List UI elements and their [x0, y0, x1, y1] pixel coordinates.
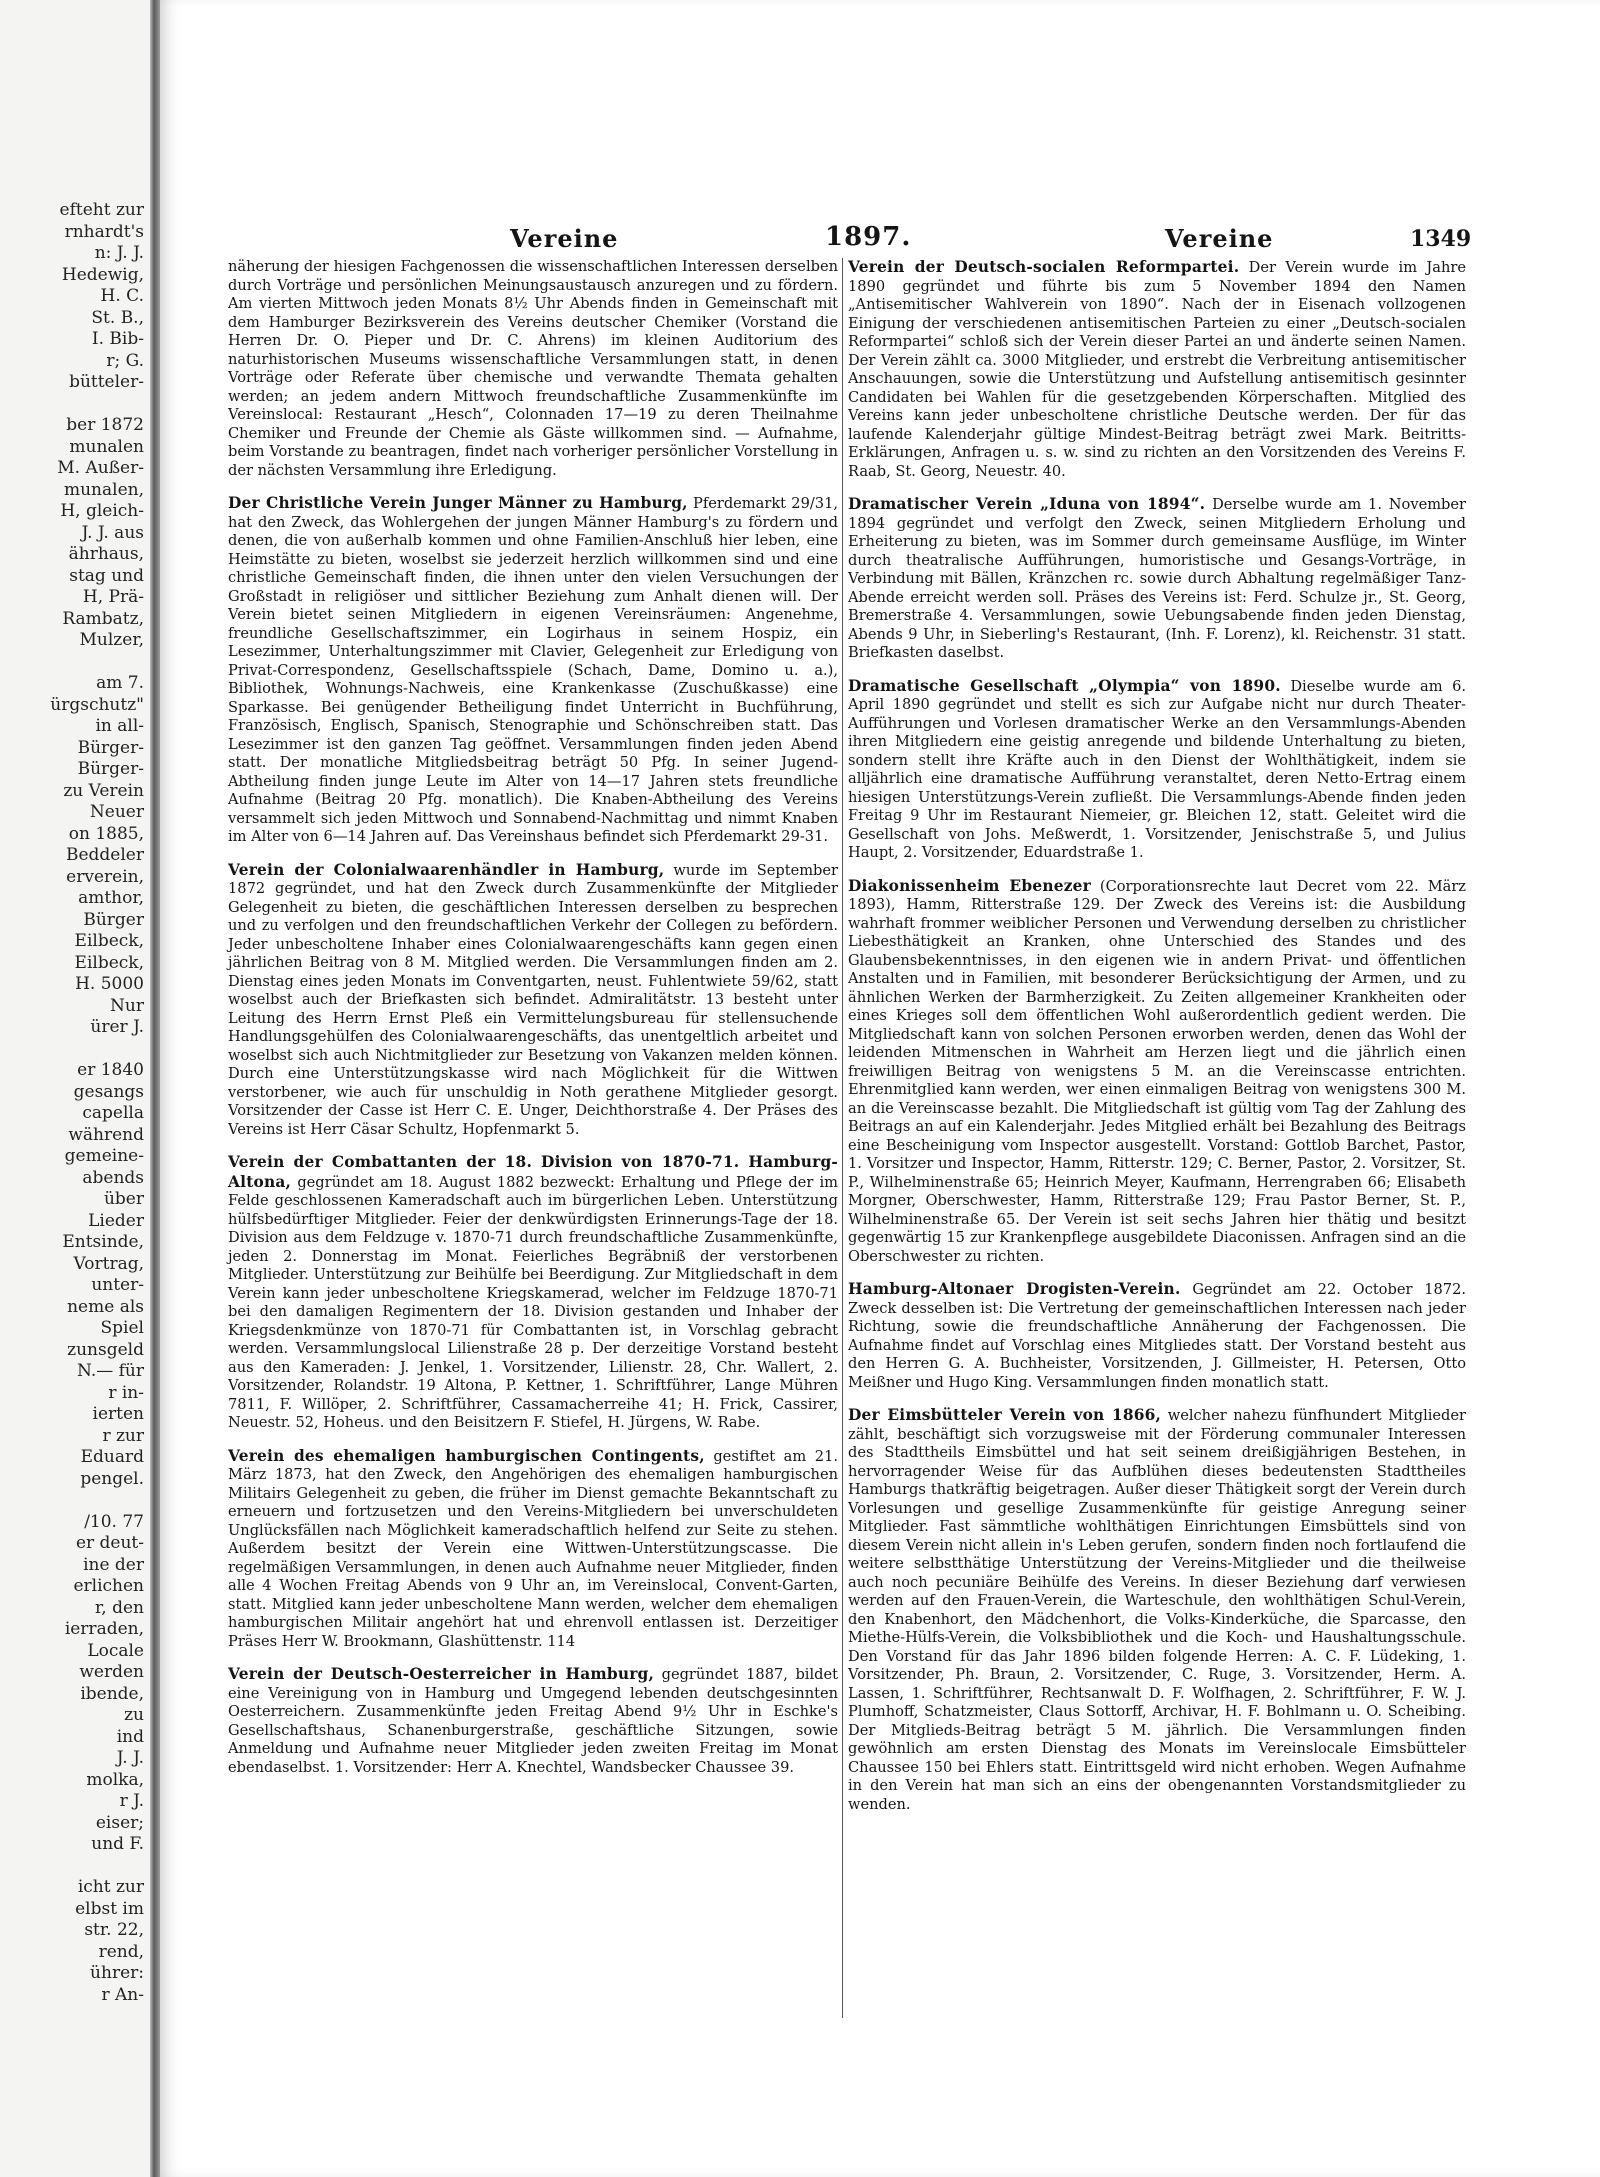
header-right-title: Vereine	[1165, 224, 1274, 253]
right-column	[848, 258, 1466, 1828]
header-left-title: Vereine	[510, 224, 619, 253]
margin-line: er 1840	[77, 1060, 144, 1080]
entry-text: (Corporationsrechte laut Decret vom 22. März 1893), Hamm, Ritterstraße 129. Der Zweck des Vereins ist: die Ausbildung wahrhaft frommer weiblicher Personen und Verwendung derselben zu christlicher Liebesthätigkeit an Kranken, ohne Unterschied des Standes und des Glaubensbekenntnisses, in den eigenen wie in andern Privat- und öffentlichen Anstalten und in Familien, mit besonderer Berücksichtigung der Armen, und zu ähnlichen Werken der Barmherzigkeit. Zu Zeiten allgemeiner Krankheiten oder eines Krieges soll dem öffentlichen Wohl außerordentlich gedient werden. Die Mitgliedschaft kann von solchen Personen erworben werden, denen das Wohl der leidenden Mitmenschen in Wahrheit am Herzen liegt und die jährlich einen freiwilligen Beitrag von wenigstens 5 M. an die Vereinscasse entrichten. Ehrenmitglied kann werden, wer einen einmaligen Beitrag von wenigstens 300 M. an die Vereinscasse bezahlt. Die Mitgliedschaft ist gültig vom Tag der Zahlung des Beitrags an auf ein Kalenderjahr. Jedes Mitglied erhält bei Bezahlung des Beitrags eine Bescheinigung vom Inspector ausgestellt. Vorstand: Gottlob Barchet, Pastor, 1. Vorsitzer und Inspector, Hamm, Ritterstr. 129; C. Berner, Pastor, 2. Vorsitzer, St. P., Wilhelminenstraße 65; Heinrich Meyer, Kaufmann, Herrengraben 66; Elisabeth Morgner, Oberschwester, Hamm, Ritterstraße 129; Frau Pastor Berner, St. P., Wilhelminenstraße 65. Der Verein ist seit sechs Jahren hier thätig und besitzt gegenwärtig 15 zur Krankenpflege ausgebildete Diaconissen. Anfragen sind an die Oberschwester zu richten.	[848, 877, 1467, 1265]
margin-line	[0, 652, 150, 674]
society-entry	[228, 1665, 838, 1777]
margin-line	[0, 1490, 150, 1512]
margin-line: über	[103, 1189, 144, 1209]
page	[160, 0, 1600, 2177]
margin-line: Entsinde,	[62, 1232, 144, 1252]
entry-text: Gegründet am 22. October 1872. Zweck desselben ist: Die Vertretung der gemeinschaftlichen Interessen nach jeder Richtung, sowie die freundschaftliche Annäherung der Fachgenossen. Die Aufnahme findet auf Vorschlag eines Mitgliedes statt. Der Vorstand besteht aus den Herren G. A. Buchheister, Vorsitzenden, J. Gillmeister, H. Petersen, Otto Meißner und Hugo King. Versammlungen finden monatlich statt.	[848, 1281, 1466, 1391]
previous-page-strip	[0, 0, 150, 2177]
margin-line: in all-	[95, 716, 144, 736]
margin-line: N.— für	[77, 1361, 144, 1381]
margin-line: und F.	[91, 1834, 144, 1854]
margin-line: r An-	[101, 1984, 144, 2005]
margin-line: molka,	[86, 1769, 144, 1790]
previous-page-text	[0, 200, 150, 2006]
society-entry	[848, 258, 1466, 481]
margin-line: zu Verein	[63, 780, 144, 801]
margin-line: r, den	[95, 1597, 144, 1618]
entry-title: Verein der Combattanten der 18. Division von 1870-71. Hamburg-Altona,	[228, 1153, 838, 1191]
entry-text: gegründet am 18. August 1882 bezweckt: Erhaltung und Pflege der im Felde geschlossenen Kameradschaft auch im bürgerlichen Leben. Unterstützung hülfsbedürftiger Mitglieder. Feier der denkwürdigsten Erinnerungs-Tage der 18. Division aus dem Feldzuge v. 1870-71 durch freundschaftliche Zusammenkünfte, jeden 2. Donnerstag im Monat. Feierliches Begräbniß der verstorbenen Mitglieder. Unterstützung zur Beihülfe bei Beerdigung. Zur Mitgliedschaft in dem Verein kann jeder unbescholtene Kriegskamerad, welcher im Feldzuge 1870-71 bei den damaligen Regimentern der 18. Division gestanden und Inhaber der Kriegsdenkmünze von 1870-71 für Combattanten ist, in Vorschlag gebracht werden. Versammlungslocal Lilienstraße 28 p. Der derzeitige Vorstand besteht aus den Kameraden: J. Jenkel, 1. Vorsitzender, Lilienstr. 28, Chr. Wallert, 2. Vorsitzender, Rolandstr. 19 Altona, P. Kettner, 1. Schriftführer, Lange Mühren 7811, F. Willöper, 2. Schriftführer, Cassamacherreihe 41; H. Frick, Cassirer, Neuestr. 52, Hoheus. und den Beisitzern F. Stiefel, H. Jürgens, W. Rabe.	[228, 1173, 839, 1431]
column-divider	[842, 258, 843, 2018]
margin-line: gemeine-	[64, 1146, 144, 1166]
society-entry	[848, 877, 1466, 1267]
society-entry	[848, 1280, 1466, 1392]
margin-line: während	[68, 1124, 144, 1145]
margin-line	[0, 1039, 150, 1061]
margin-line: Spiel	[100, 1318, 144, 1338]
margin-line: Rambatz,	[62, 608, 144, 629]
margin-line: rnhardt's	[64, 221, 144, 242]
entry-text: Dieselbe wurde am 6. April 1890 gegründet und stellt es sich zur Aufgabe nicht nur durch Theater-Aufführungen und Vorlesen dramatischer Werke an den Versammlungs-Abenden ihren Mitgliedern eine geistig anregende und bildende Unterhaltung zu bieten, sondern stellt ihre Kräfte auch in den Dienst der Wohlthätigkeit, indem sie alljährlich eine dramatische Aufführung veranstaltet, deren Netto-Ertrag einem hiesigen Unterstützungs-Verein zufließt. Die Versammlungs-Abende finden jeden Freitag 9 Uhr im Restaurant Niemeier, gr. Bleichen 12, statt. Geleitet wird die Gesellschaft von Johs. Meßwerdt, 1. Vorsitzender, Jenischstraße 5, und Julius Haupt, 2. Vorsitzender, Eduardstraße 1.	[848, 677, 1466, 861]
margin-line: ierten	[92, 1404, 144, 1424]
margin-line: ierraden,	[64, 1619, 144, 1639]
margin-line: Locale	[87, 1640, 144, 1661]
margin-line: J. J. aus	[81, 522, 144, 543]
margin-line: rend,	[98, 1941, 144, 1962]
margin-line: Neuer	[89, 802, 144, 822]
margin-line: abends	[82, 1167, 144, 1188]
entry-text: näherung der hiesigen Fachgenossen die wissenschaftlichen Interessen derselben durch Vorträge und persönlichen Meinungsaustausch anzuregen und zu fördern. Am vierten Mittwoch jeden Monats 8½ Uhr Abends finden in Gemeinschaft mit dem Hamburger Bezirksverein des Vereins deutscher Chemiker (Vorstand die Herren Dr. O. Pieper und Dr. C. Ahrens) im kleinen Auditorium des naturhistorischen Museums wissenschaftliche Versammlungen statt, in denen Vorträge oder Referate über chemische und verwandte Themata gehalten werden; an jedem andern Mittwoch freundschaftliche Zusammenkünfte im Vereinslocal: Restaurant „Hesch“, Colonnaden 17—19 zu deren Theilnahme Chemiker und Freunde der Chemie als Gäste willkommen sind. — Aufnahme, beim Vorstande zu beantragen, findet nach vorheriger persönlicher Vorstellung in der nächsten Versammlung ihre Erledigung.	[228, 258, 838, 479]
society-entry	[228, 258, 838, 480]
margin-line: M. Außer-	[57, 458, 144, 478]
society-entry	[228, 1153, 838, 1433]
margin-line: efteht zur	[59, 200, 144, 220]
header-year: 1897.	[825, 222, 912, 252]
margin-line: eiser;	[95, 1812, 144, 1833]
margin-line: /10. 77	[84, 1511, 144, 1532]
book-gutter	[150, 0, 160, 2177]
margin-line: unter-	[91, 1275, 144, 1295]
margin-line: gesangs	[73, 1081, 144, 1102]
margin-line: munalen,	[63, 479, 144, 500]
margin-line: ind	[116, 1726, 144, 1747]
margin-line: er deut-	[75, 1533, 144, 1553]
margin-line: Hedewig,	[61, 264, 144, 285]
margin-line: ürgschutz"	[50, 694, 144, 715]
margin-line: Eilbeck,	[74, 931, 144, 951]
entry-text: gegründet 1887, bildet eine Vereinigung von in Hamburg und Umgegend lebenden deutschgesinnten Oesterreichern. Zusammenkünfte jeden Freitag Abend 9½ Uhr in Eschke's Gesellschaftshaus, Schanenburgerstraße, geschäftliche Sitzungen, sowie Anmeldung und Aufnahme neuer Mitglieder jeden zweiten Freitag im Monat ebendaselbst. 1. Vorsitzender: Herr A. Knechtel, Wandsbecker Chaussee 39.	[228, 1666, 838, 1776]
margin-line: erverein,	[66, 866, 144, 887]
entry-title: Der Eimsbütteler Verein von 1866,	[848, 1406, 1162, 1424]
margin-line: werden	[79, 1662, 144, 1682]
entry-title: Verein der Deutsch-socialen Reformpartei.	[848, 258, 1240, 276]
page-number: 1349	[1410, 226, 1472, 252]
margin-line: Beddeler	[65, 845, 144, 865]
margin-line: Bürger	[83, 909, 144, 930]
entry-title: Verein der Deutsch-Oesterreicher in Hamburg,	[228, 1665, 655, 1683]
entry-text: Der Verein wurde im Jahre 1890 gegründet und führte bis zum 5 November 1894 den Namen „Antisemitischer Wahlverein von 1890“. Nach der in Eisenach vollzogenen Einigung der verschiedenen antisemitischen Parteien zu einer „Deutsch-socialen Reformpartei“ schloß sich der Verein dieser Partei an und änderte seinen Namen. Der Verein zählt ca. 3000 Mitglieder, und erstrebt die Verbreitung antisemitischer Anschauungen, sowie die Unterstützung und Aufstellung antisemitisch gesinnter Candidaten bei Wahlen für die gesetzgebenden Körperschaften. Mitglied des Vereins kann jeder unbescholtene christliche Deutsche werden. Der für das laufende Kalenderjahr gültige Mindest-Beitrag beträgt zwei Mark. Beitritts-Erklärungen, Anfragen u. s. w. sind zu richten an den Vorsitzenden des Vereins F. Raab, St. Georg, Neuestr. 40.	[848, 259, 1466, 480]
margin-line: St. B.,	[91, 307, 144, 328]
entry-text: welcher nahezu fünfhundert Mitglieder zählt, beschäftigt sich vorzugsweise mit der Förderung communaler Interessen des Stadttheils Eimsbüttel und hat seit seinem dreißigjährigen Bestehen, in hervorragender Weise für das Aufblühen dieses bedeutensten Stadttheiles Hamburgs thatkräftig beigetragen. Außer dieser Thätigkeit sorgt der Verein durch Vorlesungen und gesellige Zusammenkünfte für geistige Anregung seiner Mitglieder. Fast sämmtliche wohlthätigen Einrichtungen Eimsbüttels sind von diesem Verein nicht allein in's Leben gerufen, sondern finden noch fortlaufend die weitere selbstthätige Unterstützung der Vereins-Mitglieder und die theilweise auch noch pecuniäre Beihülfe des Vereins. In dieser Beziehung darf verwiesen werden auf den Frauen-Verein, die Warteschule, den wohlthätigen Schul-Verein, den Knabenhort, den Mädchenhort, die Volks-Kinderküche, die Sparcasse, den Miethe-Hülfs-Verein, die Volksbibliothek und die Koch- und Haushaltungsschule. Den Vorstand für das Jahr 1896 bilden folgende Herren: A. C. F. Lüdeking, 1. Vorsitzender, Ph. Braun, 2. Vorsitzender, C. Ruge, 3. Vorsitzender, Herm. A. Lassen, 1. Schriftführer, Rechtsanwalt D. F. Wolfhagen, 2. Schriftführer, F. W. J. Plumhoff, Schatzmeister, Claus Sottorff, Archivar, H. F. Bohlmann u. O. Scheibing. Der Mitglieds-Beitrag beträgt 5 M. jährlich. Die Versammlungen finden gewöhnlich am ersten Dienstag des Monats im Vereinslocale Eimsbütteler Chaussee 150 bei Ehlers statt. Eintrittsgeld wird nicht erhoben. Wegen Aufnahme in den Verein hat man sich an eins der obengenannten Vorstandsmitglieder zu wenden.	[848, 1407, 1466, 1813]
entry-text: Derselbe wurde am 1. November 1894 gegründet und verfolgt den Zweck, seinen Mitgliedern Erholung und Erheiterung zu bieten, was im Sommer durch gemeinsame Ausflüge, im Winter durch theatralische Aufführungen, humoristische und Gesangs-Vorträge, in Verbindung mit Bällen, Kränzchen rc. sowie durch Abhaltung regelmäßiger Tanz-Abende erreicht werden soll. Präses des Vereins ist: Ferd. Schulze jr., St. Georg, Bremerstraße 4. Versammlungen, sowie Uebungsabende finden jeden Dienstag, Abends 9 Uhr, in Sieberling's Restaurant, (Inh. F. Lorenz), kl. Reichenstr. 31 statt. Briefkasten daselbst.	[848, 496, 1467, 661]
margin-line: am 7.	[96, 673, 144, 693]
entry-text: gestiftet am 21. März 1873, hat den Zweck, den Angehörigen des ehemaligen hamburgischen Militairs Gelegenheit zu geben, die früher im Dienst gemachte Bekanntschaft zu erneuern und fortzusetzen und den Vereins-Mitgliedern bei unverschuldeten Unglücksfällen nach Möglichkeit kameradschaftlich helfend zur Seite zu stehen. Außerdem besitzt der Verein eine Wittwen-Unterstützungscasse. Die regelmäßigen Versammlungen, in denen auch Aufnahme neuer Mitglieder, finden alle 4 Wochen Freitag Abends von 9 Uhr an, im Vereinslocal, Convent-Garten, statt. Mitglied kann jeder unbescholtene Mann werden, welcher dem ehemaligen hamburgischen Militair angehört hat und ehrenvoll entlassen ist. Derzeitiger Präses Herr W. Brookmann, Glashüttenstr. 114	[228, 1447, 839, 1650]
margin-line: H. C.	[100, 286, 144, 306]
entry-title: Verein des ehemaligen hamburgischen Contingents,	[228, 1446, 705, 1465]
margin-line: icht zur	[77, 1877, 144, 1897]
margin-line: munalen	[69, 436, 144, 457]
society-entry	[228, 1447, 838, 1652]
margin-line: stag und	[69, 565, 144, 586]
margin-line: H. 5000	[75, 974, 144, 994]
left-column	[228, 258, 838, 1791]
page-header	[160, 218, 1600, 258]
margin-line: n: J. J.	[94, 243, 144, 263]
margin-line: zunsgeld	[67, 1339, 144, 1360]
margin-line: ürer J.	[90, 1017, 144, 1037]
margin-line: H, Prä-	[82, 587, 144, 607]
margin-line: erlichen	[73, 1576, 144, 1596]
margin-line: ibende,	[80, 1683, 144, 1704]
margin-line: on 1885,	[68, 823, 144, 844]
margin-line: J. J.	[116, 1748, 144, 1768]
margin-line: Eduard	[80, 1447, 144, 1467]
margin-line: Mulzer,	[79, 630, 144, 650]
margin-line: ine der	[83, 1554, 144, 1575]
entry-text: Pferdemarkt 29/31, hat den Zweck, das Wohlergehen der jungen Männer Hamburg's zu fördern und denen, die von außerhalb kommen und ohne Familien-Anschluß hier leben, eine Heimstätte zu bieten, woselbst sie jederzeit herzlich willkommen sind und eine christliche Gemeinschaft finden, die ihnen unter den vielen Versuchungen der Großstadt in religiöser und sittlicher Beziehung zum Anhalt dienen will. Der Verein bietet seinen Mitgliedern in eigenen Vereinsräumen: Angenehme, freundliche Gesellschaftszimmer, ein Logirhaus in seinem Hospiz, ein Lesezimmer, Unterhaltungszimmer mit Clavier, Gelegenheit zur Erledigung von Privat-Correspondenz, Gesellschaftsspiele (Schach, Dame, Domino u. a.), Bibliothek, Wohnungs-Nachweis, eine Krankenkasse (Zuschußkasse) eine Sparkasse. Bei genügender Betheiligung findet Unterricht in Buchführung, Französisch, Englisch, Spanisch, Stenographie und Schönschreiben statt. Das Lesezimmer ist den ganzen Tag geöffnet. Versammlungen finden jeden Abend statt. Der monatliche Mitgliedsbeitrag beträgt 50 Pfg. In seiner Jugend-Abtheilung finden junge Leute im Alter von 14—17 Jahren stets freundliche Aufnahme (Beitrag 20 Pfg. monatlich). Die Knaben-Abtheilung des Vereins versammelt sich jeden Mittwoch und Sonnabend-Nachmittag und nimmt Knaben im Alter von 6—14 Jahren auf. Das Vereinshaus befindet sich Pferdemarkt 29-31.	[228, 495, 838, 845]
society-entry	[848, 495, 1466, 663]
entry-title: Der Christliche Verein Junger Männer zu Hamburg,	[228, 494, 688, 512]
margin-line: str. 22,	[84, 1920, 144, 1940]
margin-line: Lieder	[88, 1210, 144, 1231]
margin-line: amthor,	[78, 888, 144, 908]
margin-line: Nur	[110, 995, 144, 1016]
margin-line: H, gleich-	[60, 501, 144, 521]
margin-line: ährhaus,	[68, 544, 144, 564]
margin-line: pengel.	[80, 1468, 144, 1489]
margin-line: zu	[124, 1705, 144, 1725]
margin-line: neme als	[67, 1296, 144, 1317]
entry-title: Dramatische Gesellschaft „Olympia“ von 1890.	[848, 676, 1281, 695]
entry-title: Diakonissenheim Ebenezer	[848, 876, 1091, 895]
margin-line: I. Bib-	[91, 329, 144, 349]
entry-title: Hamburg-Altonaer Drogisten-Verein.	[848, 1280, 1181, 1298]
entry-title: Dramatischer Verein „Iduna von 1894“.	[848, 495, 1206, 513]
society-entry	[228, 861, 838, 1140]
margin-line	[0, 1856, 150, 1878]
margin-line: r J.	[119, 1791, 144, 1811]
margin-line: r; G.	[106, 350, 144, 371]
margin-line: Eilbeck,	[74, 952, 144, 973]
society-entry	[848, 1406, 1466, 1814]
entry-text: wurde im September 1872 gegründet, und hat den Zweck durch Zusammenkünfte der Mitglieder Gelegenheit zu bieten, die geschäftlichen Interessen derselben zu besprechen und zu verfolgen und den freundschaftlichen Verkehr der Collegen zu befördern. Jeder unbescholtene Inhaber eines Colonialwaarengeschäfts kann gegen einen jährlichen Beitrag von 8 M. Mitglied werden. Die Versammlungen finden am 2. Dienstag eines jeden Monats im Conventgarten, neust. Fuhlentwiete 59/62, statt woselbst auch der Briefkasten sich befindet. Admiralitätstr. 13 besteht unter Leitung des Herrn Ernst Pleß ein Vermittelungsbureau für stellensuchende Handlungsgehülfen des Colonialwaarengeschäfts, das unentgeltlich arbeitet und woselbst sich auch Nichtmitglieder zur Besetzung von Vakanzen melden können. Durch eine Unterstützungskasse wird nach Möglichkeit für die Wittwen verstorbener, wie auch für unschuldig in Noth gerathene Mitglieder gesorgt. Vorsitzender der Casse ist Herr C. E. Unger, Deichthorstraße 4. Der Präses des Vereins ist Herr Cäsar Schultz, Hopfenmarkt 5.	[228, 861, 839, 1138]
entry-title: Verein der Colonialwaarenhändler in Hamburg,	[228, 860, 665, 879]
society-entry	[848, 677, 1466, 863]
margin-line: r in-	[108, 1382, 144, 1403]
margin-line: Bürger-	[77, 737, 144, 758]
society-entry	[228, 494, 838, 847]
margin-line: ührer:	[90, 1963, 144, 1983]
margin-line: capella	[82, 1103, 144, 1123]
margin-line: Bürger-	[77, 759, 144, 779]
margin-line: Vortrag,	[73, 1253, 144, 1274]
margin-line: elbst im	[75, 1898, 144, 1919]
margin-line	[0, 394, 150, 416]
margin-line: ber 1872	[66, 415, 144, 435]
margin-line: bütteler-	[69, 372, 144, 392]
margin-line: r zur	[102, 1425, 144, 1446]
